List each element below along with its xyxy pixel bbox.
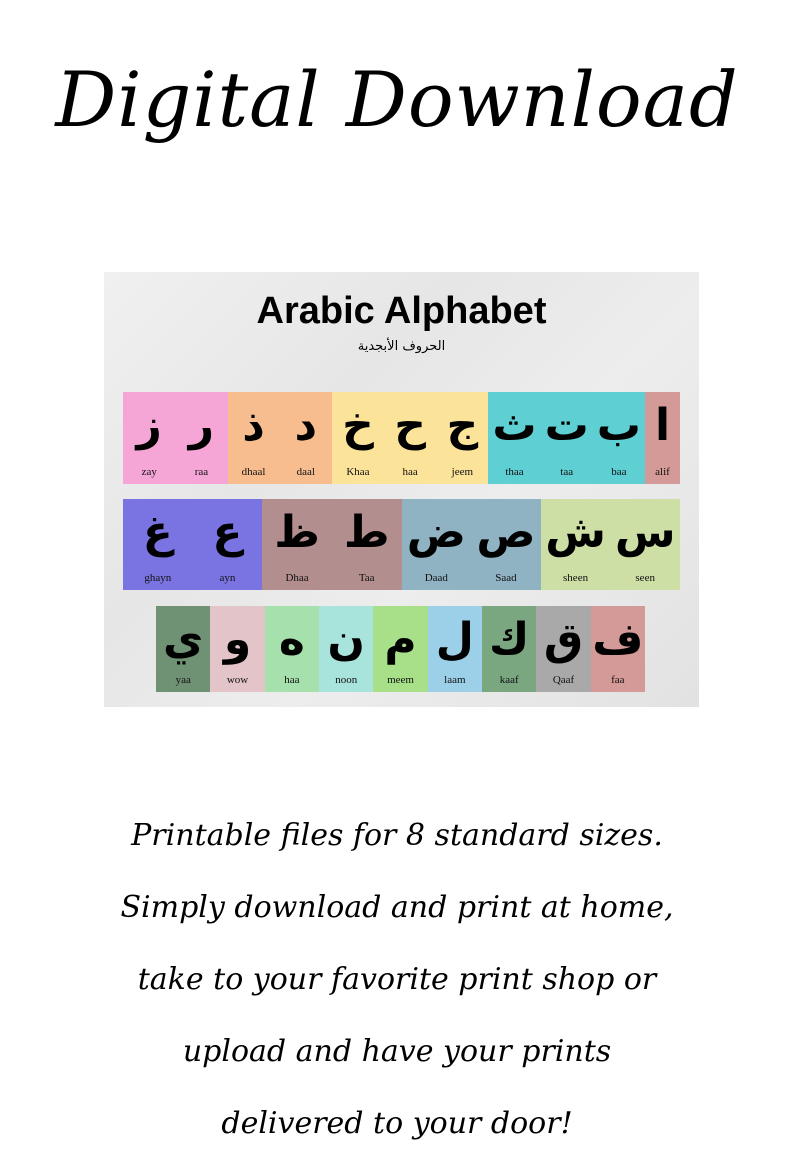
letter-tile <box>265 606 319 692</box>
letter-tile <box>471 499 541 590</box>
arabic-letter: و <box>223 614 252 665</box>
letter-name: alif <box>655 466 670 478</box>
letter-name: dhaal <box>241 466 266 478</box>
alphabet-poster <box>104 272 699 707</box>
letter-row-3 <box>156 606 645 692</box>
letter-name: Qaaf <box>552 674 575 686</box>
letter-name: Khaa <box>346 466 370 478</box>
poster-title: Arabic Alphabet <box>256 290 547 332</box>
letter-name: faa <box>611 674 625 686</box>
arabic-letter: ت <box>544 400 589 451</box>
letter-name: wow <box>226 674 249 686</box>
letter-tile <box>436 392 488 484</box>
letter-tile <box>156 606 210 692</box>
letter-tile <box>593 392 645 484</box>
letter-name: yaa <box>175 674 191 686</box>
letter-tile <box>123 499 193 590</box>
poster-subtitle: الحروف الأبجدية <box>357 339 446 354</box>
arabic-letter: د <box>294 400 318 451</box>
letter-name: haa <box>402 466 418 478</box>
letter-tile <box>591 606 645 692</box>
arabic-letter: ج <box>446 400 479 451</box>
letter-name: laam <box>444 674 466 686</box>
arabic-letter: ل <box>435 614 474 665</box>
arabic-letter: ف <box>592 614 644 665</box>
letter-name: jeem <box>451 466 474 478</box>
letter-tile <box>175 392 227 484</box>
arabic-letter: ن <box>327 614 365 665</box>
letter-tile <box>228 392 280 484</box>
letter-tile <box>193 499 263 590</box>
letter-tile <box>332 392 384 484</box>
letter-name: zay <box>141 466 157 478</box>
arabic-letter: ر <box>188 400 215 451</box>
letter-row-2 <box>123 499 680 590</box>
letter-name: sheen <box>563 572 589 584</box>
arabic-letter: ث <box>492 400 537 451</box>
arabic-letter: ص <box>476 507 536 558</box>
arabic-letter: ح <box>394 400 427 451</box>
letter-name: haa <box>284 674 300 686</box>
letter-tile <box>482 606 536 692</box>
arabic-letter: غ <box>142 507 173 558</box>
letter-tile <box>210 606 264 692</box>
headline: Digital Download <box>55 55 739 144</box>
letter-name: ayn <box>219 572 236 584</box>
arabic-letter: ش <box>545 507 606 558</box>
arabic-letter: ز <box>136 400 162 451</box>
arabic-letter: ذ <box>242 400 265 451</box>
arabic-letter: ع <box>212 507 243 558</box>
letter-tile <box>373 606 427 692</box>
letter-tile <box>536 606 590 692</box>
tagline <box>0 800 794 1155</box>
letter-name: thaa <box>505 466 524 478</box>
letter-name: taa <box>560 466 574 478</box>
letter-name: baa <box>611 466 627 478</box>
arabic-letter: ض <box>406 507 466 558</box>
arabic-letter: م <box>384 614 417 665</box>
letter-name: Daad <box>424 572 448 584</box>
letter-name: Saad <box>495 572 517 584</box>
letter-name: ghayn <box>144 572 172 584</box>
letter-tile <box>541 392 593 484</box>
tagline-line: Simply download and print at home, <box>120 890 674 925</box>
letter-tile <box>280 392 332 484</box>
tagline-line: upload and have your prints <box>182 1034 612 1069</box>
letter-tile <box>428 606 482 692</box>
tagline-line: delivered to your door! <box>221 1106 573 1141</box>
arabic-letter: ب <box>596 400 642 451</box>
arabic-letter: ك <box>489 614 530 665</box>
arabic-letter: ق <box>543 614 584 665</box>
arabic-letter: خ <box>342 400 374 451</box>
letter-tile <box>610 499 680 590</box>
letter-tile <box>319 606 373 692</box>
letter-name: meem <box>387 674 414 686</box>
arabic-letter: ظ <box>274 507 320 558</box>
tagline-line: take to your favorite print shop or <box>137 962 657 997</box>
letter-row-1 <box>123 392 680 484</box>
letter-tile <box>123 392 175 484</box>
letter-tile <box>488 392 540 484</box>
letter-tile <box>332 499 402 590</box>
letter-name: daal <box>296 466 315 478</box>
letter-tile <box>645 392 680 484</box>
letter-tile <box>262 499 332 590</box>
letter-tile <box>541 499 611 590</box>
letter-name: kaaf <box>499 674 519 686</box>
letter-tile <box>402 499 472 590</box>
letter-name: Taa <box>358 572 375 584</box>
letter-name: Dhaa <box>285 572 309 584</box>
letter-name: seen <box>635 572 655 584</box>
arabic-letter: س <box>614 507 676 558</box>
arabic-letter: ا <box>654 400 671 451</box>
letter-name: noon <box>335 674 358 686</box>
tagline-line: Printable files for 8 standard sizes. <box>131 818 663 853</box>
letter-name: raa <box>194 466 209 478</box>
arabic-letter: ه <box>278 614 305 665</box>
arabic-letter: ي <box>163 614 204 665</box>
letter-tile <box>384 392 436 484</box>
arabic-letter: ط <box>343 507 390 558</box>
